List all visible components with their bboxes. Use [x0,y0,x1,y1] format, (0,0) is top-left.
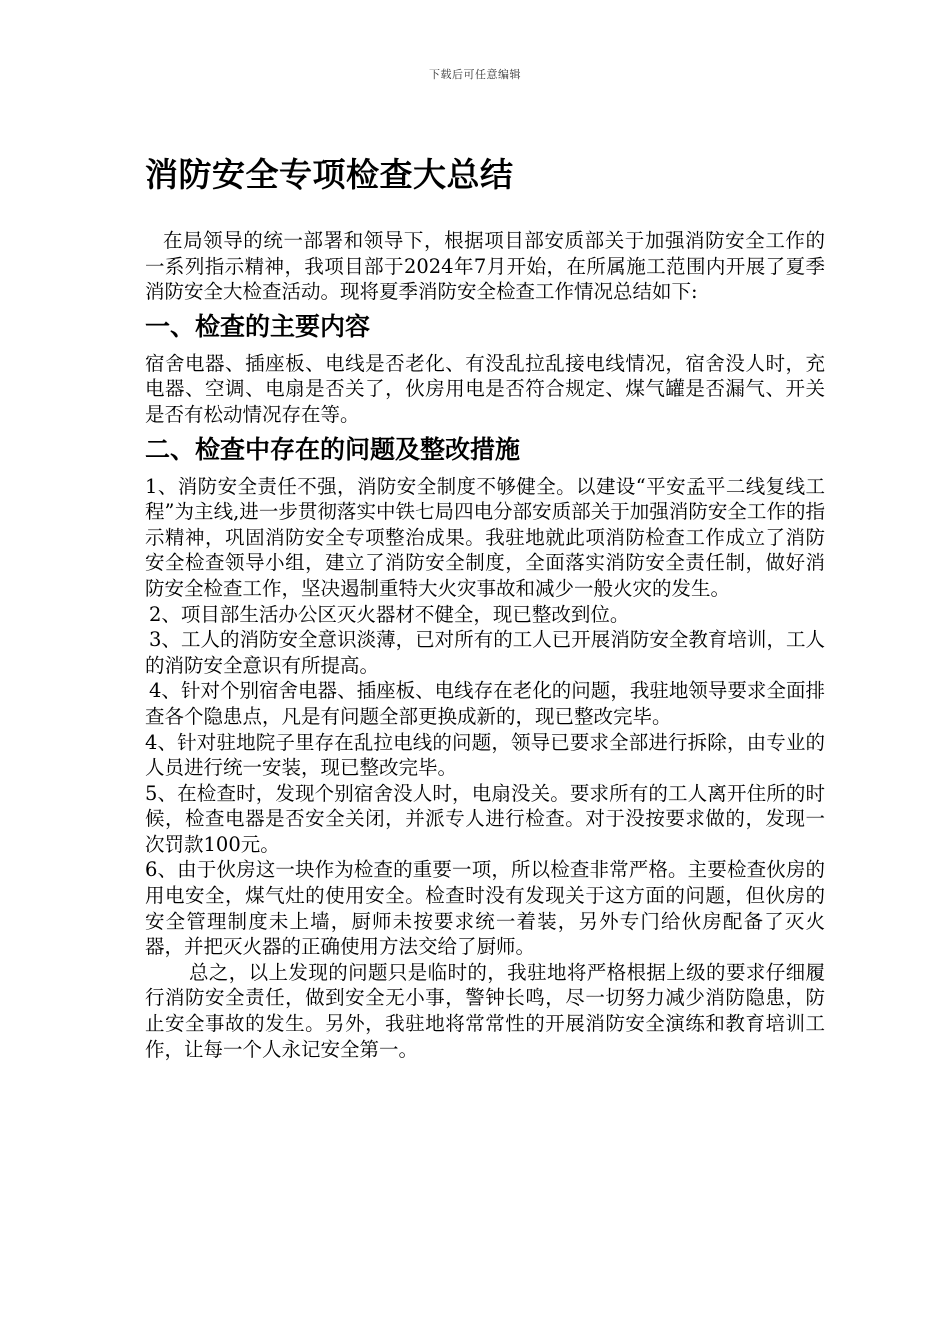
issue-item-3: 3、工人的消防安全意识淡薄，已对所有的工人已开展消防安全教育培训，工人的消防安全意识有所提高。 [145,628,825,677]
document-body [145,152,825,1062]
issue-item-5: 5、在检查时，发现个别宿舍没人时，电扇没关。要求所有的工人离开住所的时候，检查电器是否安全关闭，并派专人进行检查。对于没按要求做的，发现一次罚款100元。 [145,781,825,856]
issue-item-1: 1、消防安全责任不强，消防安全制度不够健全。以建设“平安孟平二线复线工程”为主线,进一步贯彻落实中铁七局四电分部安质部关于加强消防安全工作的指示精神，巩固消防安全专项整治成果。我驻地就此项消防检查工作成立了消防安全检查领导小组，建立了消防安全制度，全面落实消防安全责任制，做好消防安全检查工作，坚决遏制重特大火灾事故和减少一般火灾的发生。 [145,474,825,600]
section-heading-2: 二、检查中存在的问题及整改措施 [145,434,521,464]
section1-body: 宿舍电器、插座板、电线是否老化、有没乱拉乱接电线情况，宿舍没人时，充电器、空调、电扇是否关了，伙房用电是否符合规定、煤气罐是否漏气、开关是否有松动情况存在等。 [145,351,825,426]
issue-item-6: 6、由于伙房这一块作为检查的重要一项，所以检查非常严格。主要检查伙房的用电安全，煤气灶的使用安全。检查时没有发现关于这方面的问题，但伙房的安全管理制度未上墙，厨师未按要求统一着装，另外专门给伙房配备了灭火器，并把灭火器的正确使用方法交给了厨师。 [145,858,825,959]
header-note: 下载后可任意编辑 [429,68,521,81]
section-heading-1: 一、检查的主要内容 [145,311,371,341]
document-title: 消防安全专项检查大总结 [145,155,514,194]
intro-paragraph: 在局领导的统一部署和领导下，根据项目部安质部关于加强消防安全工作的一系列指示精神，我项目部于2024年7月开始，在所属施工范围内开展了夏季消防安全大检查活动。现将夏季消防安全检查工作情况总结如下: [145,229,825,304]
issue-item-2: 2、项目部生活办公区灭火器材不健全，现已整改到位。 [149,602,630,626]
issue-item-4a: 4、针对个别宿舍电器、插座板、电线存在老化的问题，我驻地领导要求全面排查各个隐患点，凡是有问题全部更换成新的，现已整改完毕。 [145,679,825,728]
conclusion-paragraph: 总之，以上发现的问题只是临时的，我驻地将严格根据上级的要求仔细履行消防安全责任，做到安全无小事，警钟长鸣，尽一切努力减少消防隐患，防止安全事故的发生。另外，我驻地将常常性的开展消防安全演练和教育培训工作，让每一个人永记安全第一。 [145,960,825,1061]
issue-item-4b: 4、针对驻地院子里存在乱拉电线的问题，领导已要求全部进行拆除，由专业的人员进行统一安装，现已整改完毕。 [145,730,825,780]
